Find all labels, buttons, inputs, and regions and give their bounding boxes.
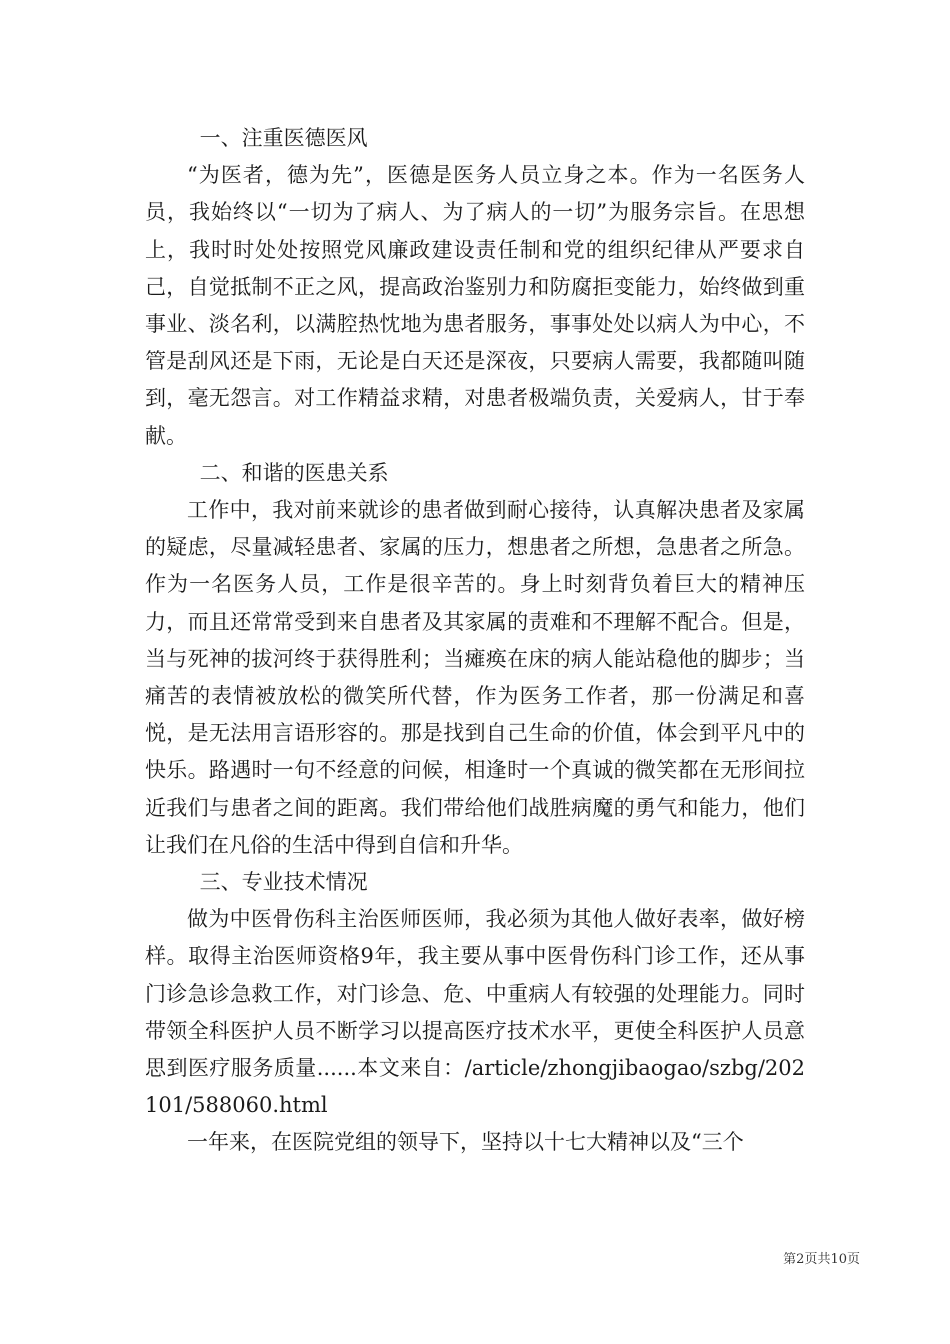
document-body [145, 120, 805, 1162]
page-number-footer: 第2页共10页 [783, 1252, 860, 1267]
section-heading-3: 三、专业技术情况 [199, 870, 368, 895]
section-3-paragraph-1: 做为中医骨伤科主治医师医师，我必须为其他人做好表率，做好榜样。取得主治医师资格9年，我主要从事中医骨伤科门诊工作，还从事门诊急诊急救工作，对门诊急、危、中重病人有较强的处理能力。同时带领全科医护人员不断学习以提高医疗技术水平，更使全科医护人员意思到医疗服务质量......本文来自：/article/zhongjibaogao/szbg/202101/588060.html [145, 907, 805, 1118]
section-2-paragraph-1: 工作中，我对前来就诊的患者做到耐心接待，认真解决患者及家属的疑虑，尽量减轻患者、家属的压力，想患者之所想，急患者之所急。作为一名医务人员，工作是很辛苦的。身上时刻背负着巨大的精神压力，而且还常常受到来自患者及其家属的责难和不理解不配合。但是，当与死神的拔河终于获得胜利；当瘫痪在床的病人能站稳他的脚步；当痛苦的表情被放松的微笑所代替，作为医务工作者，那一份满足和喜悦，是无法用言语形容的。那是找到自己生命的价值，体会到平凡中的快乐。路遇时一句不经意的问候，相逢时一个真诚的微笑都在无形间拉近我们与患者之间的距离。我们带给他们战胜病魔的勇气和能力，他们让我们在凡俗的生活中得到自信和升华。 [145, 498, 805, 857]
section-heading-1: 一、注重医德医风 [199, 126, 368, 150]
section-1-paragraph-1: “为医者，德为先”，医德是医务人员立身之本。作为一名医务人员，我始终以“一切为了病人、为了病人的一切”为服务宗旨。在思想上，我时时处处按照党风廉政建设责任制和党的组织纪律从严要求自己，自觉抵制不正之风，提高政治鉴别力和防腐拒变能力，始终做到重事业、淡名利，以满腔热忱地为患者服务，事事处处以病人为中心，不管是刮风还是下雨，无论是白天还是深夜，只要病人需要，我都随叫随到，毫无怨言。对工作精益求精，对患者极端负责，关爱病人，甘于奉献。 [145, 163, 805, 448]
section-heading-2: 二、和谐的医患关系 [199, 460, 389, 485]
section-3-paragraph-2: 一年来，在医院党组的领导下，坚持以十七大精神以及“三个 [187, 1130, 744, 1155]
